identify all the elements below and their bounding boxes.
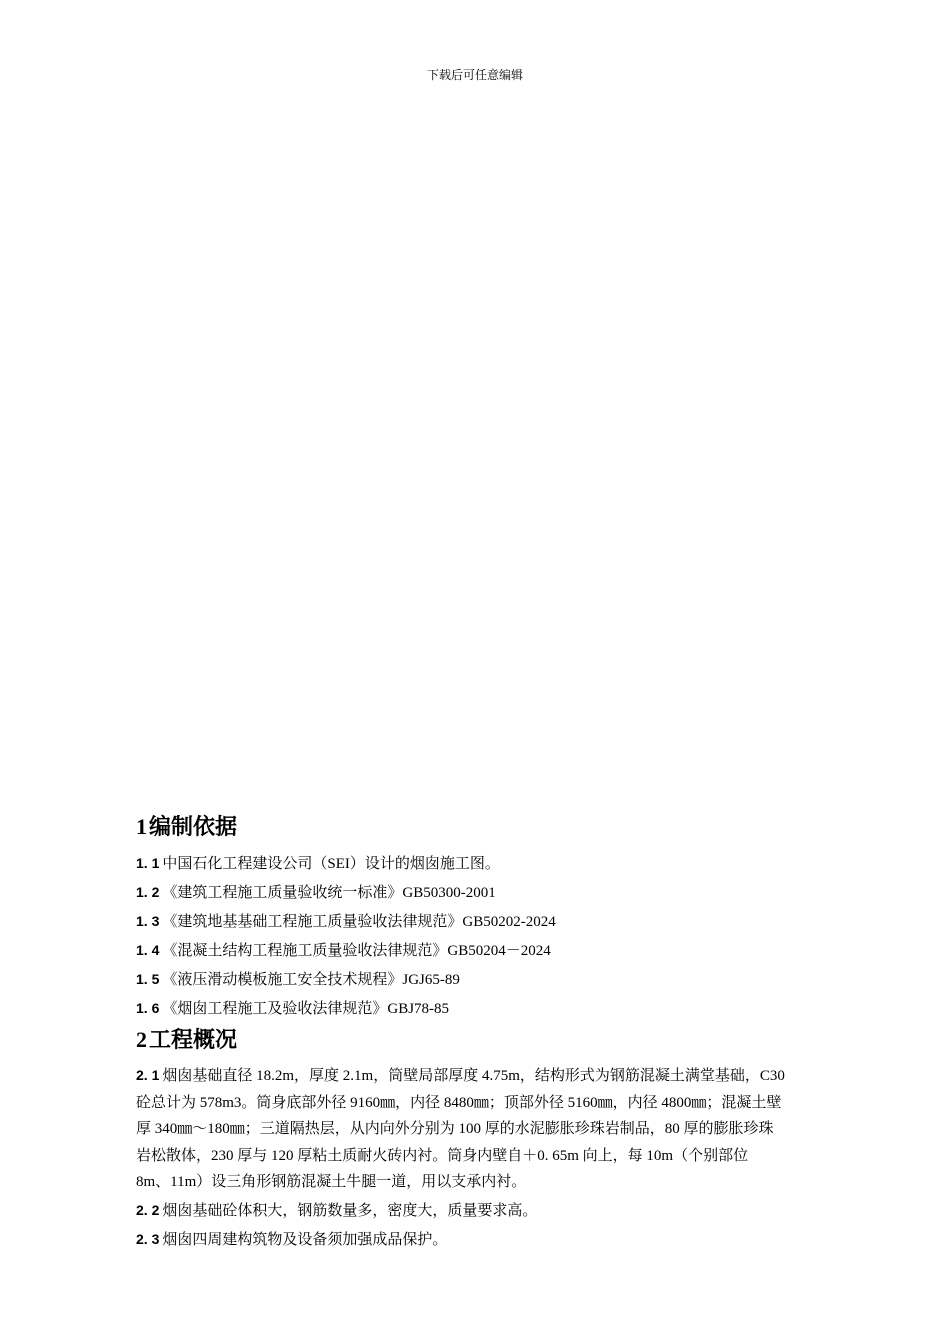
- list-item: [136, 1196, 858, 1225]
- item-text: 中国石化工程建设公司（SEI）设计的烟囱施工图。: [162, 856, 500, 872]
- item-number: 2. 3: [136, 1230, 160, 1247]
- item-number: 1. 5: [136, 971, 160, 987]
- item-number: 2. 1: [136, 1067, 160, 1083]
- section-number: 1: [136, 814, 147, 839]
- document-body: [136, 812, 858, 1254]
- list-item: [136, 878, 858, 907]
- item-number: 1. 6: [136, 1000, 160, 1016]
- list-item: [136, 1225, 858, 1254]
- page-header-note: 下载后可任意编辑: [426, 68, 523, 82]
- item-text: 《烟囱工程施工及验收法律规范》GBJ78-85: [162, 1001, 450, 1017]
- item-number: 1. 4: [136, 942, 160, 958]
- paragraph-line: 岩松散体，230 厚与 120 厚粘土质耐火砖内衬。筒身内壁自＋0. 65m 向上，每 10m（个别部位: [136, 1147, 749, 1164]
- section-number: 2: [136, 1027, 147, 1052]
- item-text: 《建筑工程施工质量验收统一标准》GB50300-2001: [162, 885, 496, 901]
- list-item: [136, 936, 858, 965]
- paragraph-line: 厚 340㎜～180㎜；三道隔热层，从内向外分别为 100 厚的水泥膨胀珍珠岩制品，80 厚的膨胀珍珠: [136, 1121, 774, 1137]
- paragraph-line: 砼总计为 578m3。筒身底部外径 9160㎜，内径 8480㎜；顶部外径 5160㎜，内径 4800㎜；混凝土壁: [136, 1094, 782, 1111]
- list-item: [136, 994, 858, 1023]
- paragraph-text: 烟囱基础直径 18.2m，厚度 2.1m，筒壁局部厚度 4.75m，结构形式为钢筋混凝土满堂基础，C30: [162, 1068, 785, 1084]
- item-text: 《液压滑动模板施工安全技术规程》JGJ65-89: [162, 972, 460, 988]
- list-item: [136, 907, 858, 936]
- item-text: 《混凝土结构工程施工质量验收法律规范》GB50204－2024: [162, 943, 551, 959]
- list-item: [136, 849, 858, 878]
- section-heading-2: [136, 1025, 858, 1056]
- item-text: 烟囱基础砼体积大，钢筋数量多，密度大，质量要求高。: [162, 1202, 538, 1219]
- list-item: [136, 965, 858, 994]
- item-number: 1. 1: [136, 855, 160, 871]
- item-number: 2. 2: [136, 1201, 160, 1218]
- section-heading-1: [136, 812, 858, 843]
- item-text: 《建筑地基基础工程施工质量验收法律规范》GB50202-2024: [162, 914, 556, 930]
- item-number: 1. 3: [136, 913, 160, 929]
- section-title: 编制依据: [149, 815, 238, 840]
- paragraph-line: 8m、11m）设三角形钢筋混凝土牛腿一道，用以支承内衬。: [136, 1174, 527, 1190]
- item-text: 烟囱四周建构筑物及设备须加强成品保护。: [162, 1231, 448, 1248]
- paragraph-line: [136, 1062, 858, 1090]
- item-number: 1. 2: [136, 884, 160, 900]
- section-title: 工程概况: [149, 1028, 238, 1053]
- paragraph-item: [136, 1062, 858, 1196]
